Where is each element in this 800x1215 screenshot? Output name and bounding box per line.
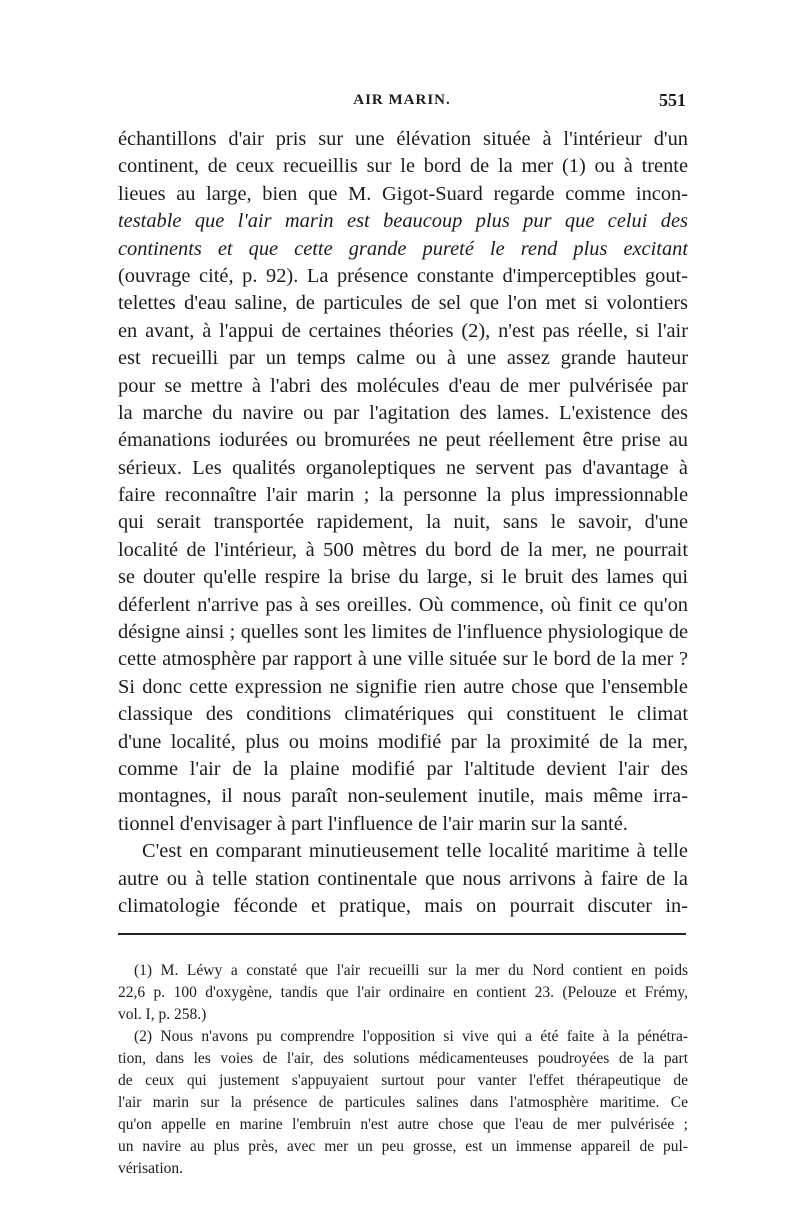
body-line: désigne ainsi ; quelles sont les limites de l'influence physiologique de — [118, 621, 688, 644]
body-line: localité de l'intérieur, à 500 mètres du bord de la mer, ne pourrait — [118, 538, 688, 561]
footnote-line: 22,6 p. 100 d'oxygène, tandis que l'air ordinaire en contient 23. (Pelouze et Frémy, — [118, 984, 688, 1001]
footnote-line: qu'on appelle en marine l'embruin n'est autre chose que l'eau de mer pulvérisée ; — [118, 1116, 688, 1133]
page-header — [118, 88, 686, 118]
body-line: sérieux. Les qualités organoleptiques ne servent pas d'avantage à — [118, 456, 688, 479]
body-line: se douter qu'elle respire la brise du large, si le bruit des lames qui — [118, 566, 688, 589]
body-line: déferlent n'arrive pas à ses oreilles. Où commence, où finit ce qu'on — [118, 593, 688, 616]
body-line: classique des conditions climatériques qui constituent le climat — [118, 703, 688, 726]
body-line: (ouvrage cité, p. 92). La présence constante d'imperceptibles gout- — [118, 264, 688, 287]
body-line: testable que l'air marin est beaucoup plus pur que celui des — [118, 210, 688, 233]
footnote-rule — [118, 933, 686, 935]
body-line: qui serait transportée rapidement, la nuit, sans le savoir, d'une — [118, 511, 688, 534]
body-line: continent, de ceux recueillis sur le bord de la mer (1) ou à trente — [118, 155, 688, 178]
body-line: autre ou à telle station continentale que nous arrivons à faire de la — [118, 867, 688, 890]
body-line: échantillons d'air pris sur une élévation située à l'intérieur d'un — [118, 128, 688, 150]
footnote-line: (1) M. Léwy a constaté que l'air recueilli sur la mer du Nord contient en poids — [134, 962, 688, 979]
page-number: 551 — [659, 90, 686, 110]
running-head: AIR MARIN. — [353, 92, 451, 108]
body-line: montagnes, il nous paraît non-seulement inutile, mais même irra- — [118, 785, 688, 808]
body-line: pour se mettre à l'abri des molécules d'eau de mer pulvérisée par — [118, 374, 688, 397]
footnote-line: vérisation. — [118, 1160, 183, 1177]
body-line: comme l'air de la plaine modifié par l'altitude devient l'air des — [118, 757, 688, 780]
footnote-line: vol. I, p. 258.) — [118, 1006, 207, 1023]
body-line: lieues au large, bien que M. Gigot-Suard regarde comme incon- — [118, 182, 688, 205]
body-line: tionnel d'envisager à part l'influence de l'air marin sur la santé. — [118, 812, 628, 835]
footnote-line: l'air marin sur la présence de particules salines dans l'atmosphère maritime. Ce — [118, 1094, 688, 1111]
footnote-line: de ceux qui justement s'appuyaient surtout pour vanter l'effet thérapeutique de — [118, 1072, 688, 1089]
body-line: climatologie féconde et pratique, mais on pourrait discuter in- — [118, 894, 688, 917]
body-line: en avant, à l'appui de certaines théories (2), n'est pas réelle, si l'air — [118, 319, 688, 342]
body-line: C'est en comparant minutieusement telle localité maritime à telle — [142, 840, 688, 863]
body-line: continents et que cette grande pureté le rend plus excitant — [118, 237, 688, 260]
body-line: est recueilli par un temps calme ou à une assez grande hauteur — [118, 347, 688, 370]
body-line: cette atmosphère par rapport à une ville située sur le bord de la mer ? — [118, 648, 688, 671]
body-line: émanations iodurées ou bromurées ne peut réellement être prise au — [118, 429, 688, 452]
body-line: telettes d'eau saline, de particules de sel que l'on met si volontiers — [118, 292, 688, 315]
body-line: faire reconnaître l'air marin ; la personne la plus impressionnable — [118, 484, 688, 507]
body-line: la marche du navire ou par l'agitation des lames. L'existence des — [118, 401, 688, 424]
body-line: d'une localité, plus ou moins modifié par la proximité de la mer, — [118, 730, 688, 753]
footnote-line: tion, dans les voies de l'air, des solutions médicamenteuses poudroyées de la part — [118, 1050, 688, 1067]
body-line: Si donc cette expression ne signifie rien autre chose que l'ensemble — [118, 675, 688, 698]
footnotes — [118, 960, 688, 1180]
body-text — [118, 126, 688, 920]
footnote-line: un navire au plus près, avec mer un peu grosse, est un immense appareil de pul- — [118, 1138, 688, 1155]
footnote-line: (2) Nous n'avons pu comprendre l'opposition si vive qui a été faite à la pénétra- — [134, 1028, 688, 1045]
